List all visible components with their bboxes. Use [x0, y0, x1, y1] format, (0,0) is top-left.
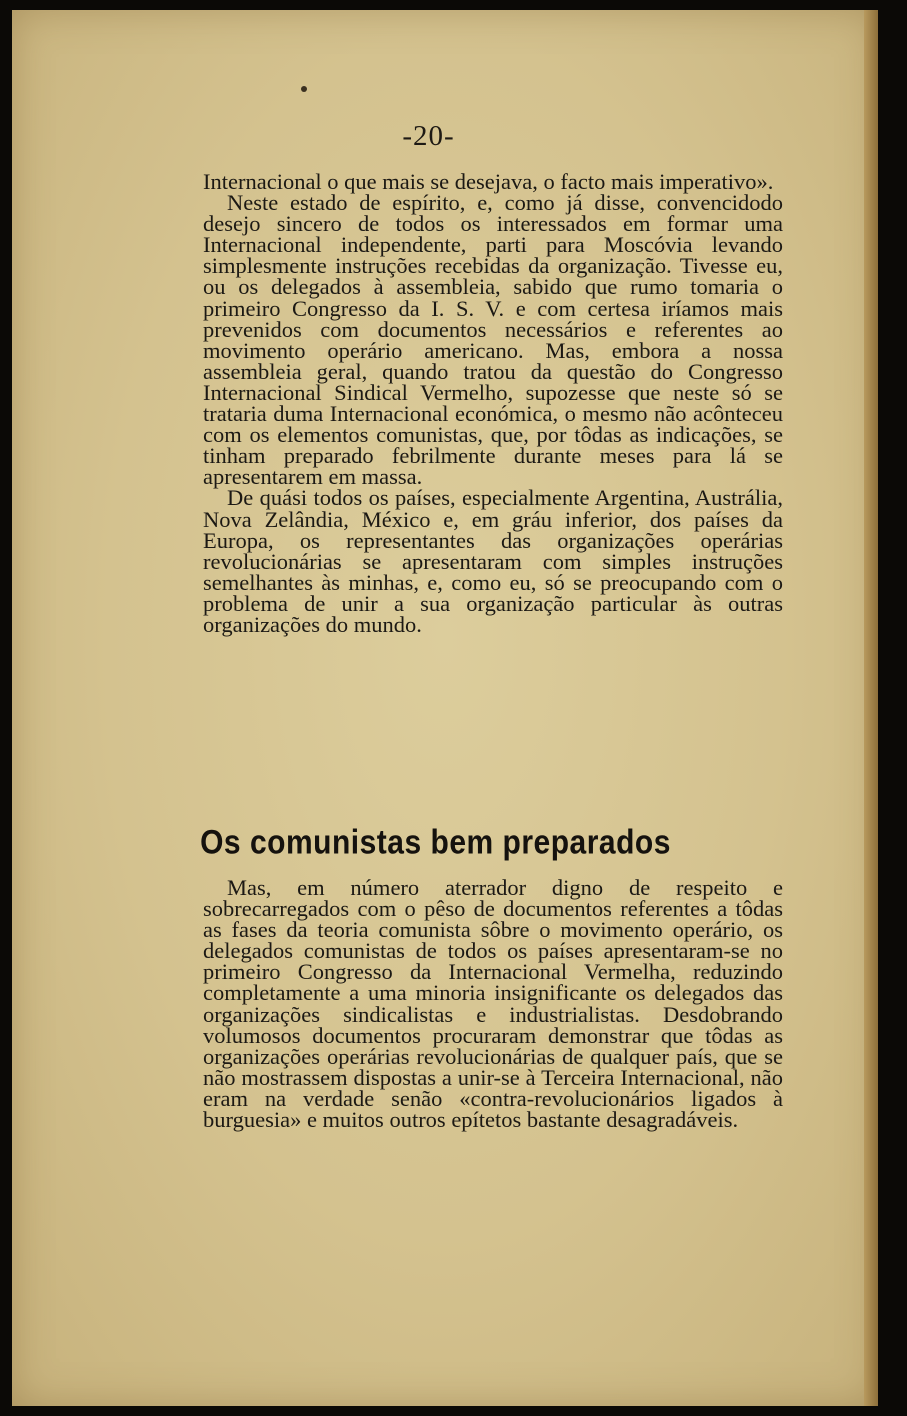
- page-edge: [864, 10, 878, 1406]
- ink-spot: [301, 86, 307, 92]
- section-heading: Os comunistas bem preparados: [200, 823, 671, 862]
- text-block-upper: [203, 171, 783, 635]
- paragraph: Mas, em número aterrador digno de respeito e sobrecarregados com o pêso de documentos referentes a tôdas as fases da teoria comunista sôbre o movimento operário, os delegados comunistas de todos os países apresentaram-se no primeiro Congresso da Internacional Vermelha, reduzindo completamente a uma minoria insignificante os delegados das organizações sindicalistas e industrialistas. Desdobrando volumosos documentos procuraram demonstrar que tôdas as organizações operárias revolucionárias de qualquer país, que se não mostrassem dispostas a unir-se à Terceira Internacional, não eram na verdade senão «contra-revolucionários ligados à burguesia» e muitos outros epítetos bastante desagradáveis.: [203, 875, 783, 1133]
- paragraph: Internacional o que mais se desejava, o facto mais imperativo».: [203, 169, 774, 194]
- paragraph: Neste estado de espírito, e, como já disse, convencidodo desejo sincero de todos os interessados em formar uma Internacional independente, parti para Moscóvia levando simplesmente instruções recebidas da organização. Tivesse eu, ou os delegados à assembleia, sabido que rumo tomaria o primeiro Congresso da I. S. V. e com certesa iríamos mais prevenidos com documentos necessários e referentes ao movimento operário americano. Mas, embora a nossa assembleia geral, quando tratou da questão do Congresso Internacional Sindical Vermelho, supozesse que neste só se trataria duma Internacional económica, o mesmo não acônteceu com os elementos comunistas, que, por tôdas as indicações, se tinham preparado febrilmente durante meses para lá se apresentarem em massa.: [203, 190, 783, 490]
- text-block-lower: [203, 875, 783, 1133]
- paragraph: De quási todos os países, especialmente Argentina, Austrália, Nova Zelândia, México e, em gráu inferior, dos países da Europa, os representantes das organizações operárias revolucionárias se apresentaram com simples instruções semelhantes às minhas, e, como eu, só se preocupando com o problema de unir a sua organização particular às outras organizações do mundo.: [203, 485, 783, 637]
- page-number: -20-: [402, 120, 455, 152]
